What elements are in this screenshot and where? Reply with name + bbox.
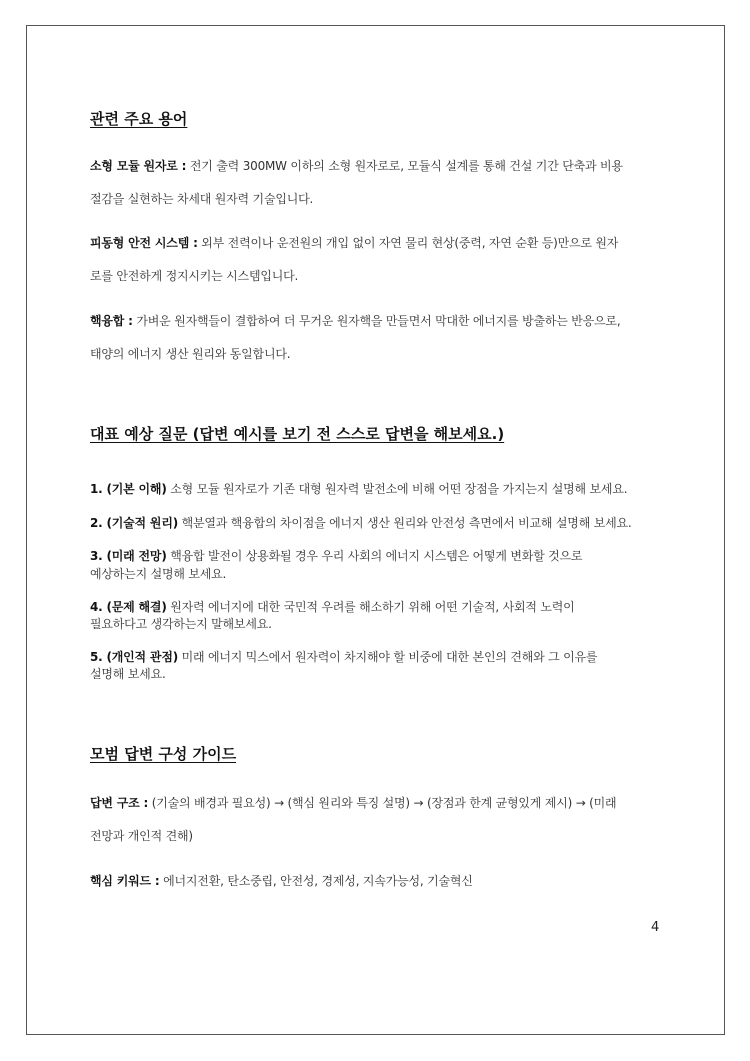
term-smr — [90, 157, 623, 174]
term-passive-safety — [90, 234, 618, 251]
section-heading-questions: 대표 예상 질문 (답변 예시를 보기 전 스스로 답변을 해보세요.) — [90, 425, 505, 443]
question-label: 5. (개인적 관점) — [90, 650, 178, 664]
structure-text: (기술의 배경과 필요성) → (핵심 원리와 특징 설명) → (장점과 한계 균형있게 제시) → (미래 — [148, 796, 617, 810]
question-text: 미래 에너지 믹스에서 원자력이 차지해야 할 비중에 대한 본인의 견해와 그 이유를 — [178, 650, 598, 664]
term-label: 피동형 안전 시스템 : — [90, 236, 198, 250]
question-label: 1. (기본 이해) — [90, 482, 167, 496]
keywords-text: 에너지전환, 탄소중립, 안전성, 경제성, 지속가능성, 기술혁신 — [159, 874, 473, 888]
answer-structure — [90, 794, 616, 811]
core-keywords — [90, 872, 473, 889]
question-4 — [90, 598, 575, 615]
question-text: 핵융합 발전이 상용화될 경우 우리 사회의 에너지 시스템은 어떻게 변화할 것으로 — [166, 549, 583, 563]
question-4-cont: 필요하다고 생각하는지 말해보세요. — [90, 617, 272, 631]
term-label: 소형 모듈 원자로 : — [90, 159, 187, 173]
question-text: 핵분열과 핵융합의 차이점을 에너지 생산 원리와 안전성 측면에서 비교해 설명해 보세요. — [178, 516, 632, 530]
term-label: 핵융합 : — [90, 314, 133, 328]
term-fusion-cont: 태양의 에너지 생산 원리와 동일합니다. — [90, 347, 291, 361]
section-heading-guide: 모범 답변 구성 가이드 — [90, 745, 237, 763]
question-3 — [90, 547, 582, 564]
question-label: 3. (미래 전망) — [90, 549, 167, 563]
question-label: 2. (기술적 원리) — [90, 516, 178, 530]
term-text: 외부 전력이나 운전원의 개입 없이 자연 물리 현상(중력, 자연 순환 등)만으로 원자 — [197, 236, 619, 250]
question-1 — [90, 480, 627, 497]
term-passive-safety-cont: 로를 안전하게 정지시키는 시스템입니다. — [90, 269, 299, 283]
question-text: 소형 모듈 원자로가 기존 대형 원자력 발전소에 비해 어떤 장점을 가지는지 설명해 보세요. — [166, 482, 628, 496]
question-2 — [90, 514, 632, 531]
page-number: 4 — [651, 920, 660, 935]
answer-structure-cont: 전망과 개인적 견해) — [90, 829, 193, 843]
section-heading-terms: 관련 주요 용어 — [90, 110, 188, 128]
keywords-label: 핵심 키워드 : — [90, 874, 160, 888]
question-5-cont: 설명해 보세요. — [90, 667, 166, 681]
structure-label: 답변 구조 : — [90, 796, 149, 810]
question-5 — [90, 648, 597, 665]
term-text: 가벼운 원자핵들이 결합하여 더 무거운 원자핵을 만들면서 막대한 에너지를 방출하는 반응으로, — [132, 314, 621, 328]
term-smr-cont: 절감을 실현하는 차세대 원자력 기술입니다. — [90, 192, 314, 206]
question-3-cont: 예상하는지 설명해 보세요. — [90, 567, 227, 581]
term-fusion — [90, 312, 620, 329]
question-text: 원자력 에너지에 대한 국민적 우려를 해소하기 위해 어떤 기술적, 사회적 노력이 — [166, 600, 575, 614]
question-label: 4. (문제 해결) — [90, 600, 167, 614]
term-text: 전기 출력 300MW 이하의 소형 원자로로, 모듈식 설계를 통해 건설 기간 단축과 비용 — [186, 159, 623, 173]
